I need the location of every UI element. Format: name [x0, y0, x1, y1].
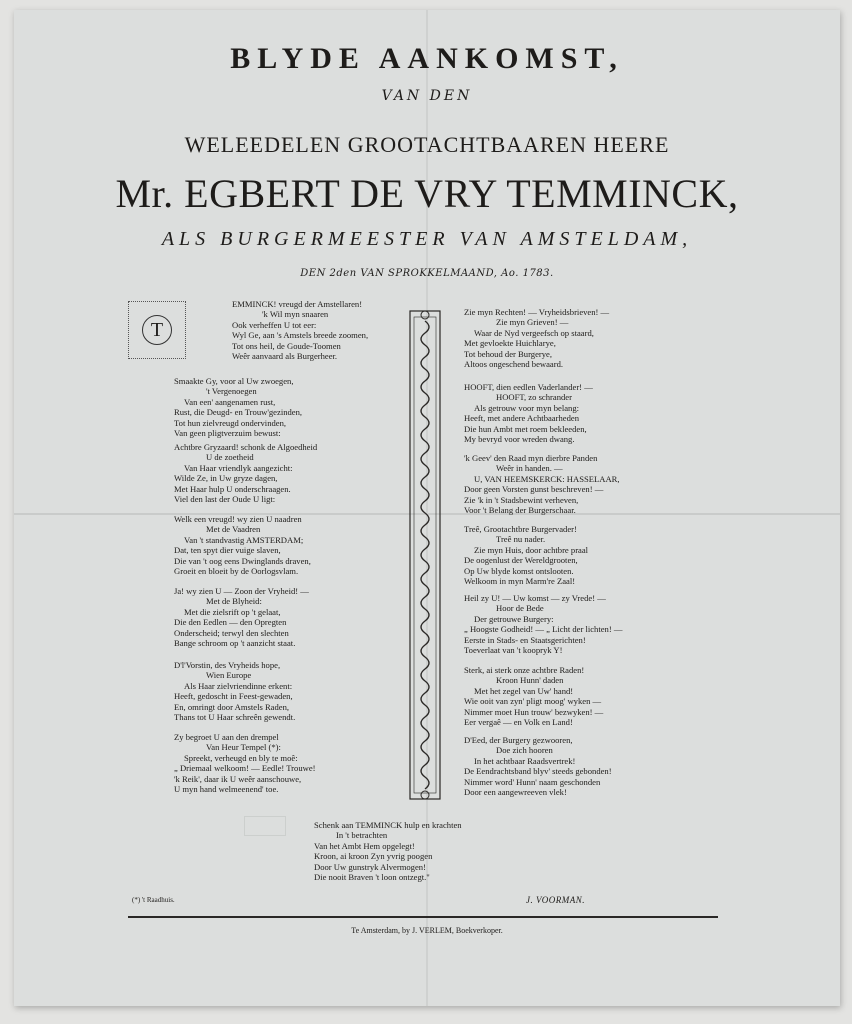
title-line-3: WELEEDELEN GROOTACHTBAAREN HEERE: [184, 132, 670, 157]
stanza: [464, 453, 620, 515]
final-line: Kroon, ai kroon Zyn yvrig poogen: [314, 851, 433, 862]
printer-imprint: Te Amsterdam, by J. VERLEM, Boekverkoper.: [351, 926, 503, 935]
final-line: In 't betrachten: [336, 830, 388, 841]
verse-line: 'k Wil myn snaaren: [262, 309, 329, 320]
divider-rule: [128, 916, 718, 918]
verse-line: Met de Blyheid:: [206, 596, 262, 607]
verse-line: Smaakte Gy, voor al Uw zwoegen,: [174, 376, 294, 386]
verse-line: Ja! wy zien U — Zoon der Vryheid! —: [174, 586, 309, 596]
final-line: Door Uw gunstryk Alvermogen!: [314, 861, 426, 872]
verse-line: Altoos ongeschend bewaard.: [464, 359, 564, 370]
verse-line: U, VAN HEEMSKERCK: HASSELAAR,: [474, 473, 620, 484]
stanza: [464, 524, 588, 586]
author-signature: J. VOORMAN.: [526, 895, 585, 905]
blind-stamp: [244, 816, 286, 836]
final-line: Schenk aan TEMMINCK hulp en krachten: [314, 820, 462, 830]
verse-line: De Eendrachtsband blyv' steeds gebonden!: [464, 766, 612, 777]
verse-line: Heeft, gedoscht in Feest-gewaden,: [174, 691, 293, 702]
verse-line: Weêr in handen. —: [496, 463, 563, 474]
verse-line: Zie 'k in 't Stadsbewint verheven,: [464, 494, 579, 505]
verse-line: Waar de Nyd vergeefsch op staard,: [474, 327, 594, 338]
verse-line: Achtbre Gryzaard! schonk de Algoedheid: [174, 442, 318, 452]
verse-line: Door een aangewreeven vlek!: [464, 787, 567, 798]
verse-line: 't Vergenoegen: [206, 386, 257, 397]
title-line-1: BLYDE AANKOMST,: [230, 42, 624, 75]
verse-line: Wyl Ge, aan 's Amstels breede zoomen,: [232, 330, 369, 341]
stanza: [464, 382, 593, 444]
verse-line: Op Uw blyde komst ontslooten.: [464, 565, 574, 576]
verse-line: HOOFT, dien eedlen Vaderlander! —: [464, 382, 593, 392]
verse-line: Bange schroom op 't aanzicht staat.: [174, 638, 296, 649]
verse-line: Spreekt, verheugd en bly te moê:: [184, 752, 298, 763]
verse-line: Sterk, ai sterk onze achtbre Raden!: [464, 665, 585, 675]
verse-line: Met de Vaadren: [206, 524, 261, 535]
stanza: [174, 660, 295, 722]
verse-line: Wilde Ze, in Uw gryze dagen,: [174, 473, 278, 484]
final-line: Die nooit Braven 't loon ontzegt.": [314, 872, 430, 883]
stanza: [174, 514, 311, 576]
stanza: [464, 735, 612, 797]
verse-line: Tot hun zielvreugd ondervinden,: [174, 417, 287, 428]
verse-line: U myn hand welmeenend' toe.: [174, 784, 279, 795]
verse-line: Hoor de Bede: [496, 603, 544, 614]
verse-line: Heeft, met andere Achtbaarheden: [464, 413, 579, 424]
stanza: [464, 307, 609, 369]
stanza: [464, 665, 603, 727]
verse-line: Tot behoud der Burgerye,: [464, 348, 553, 359]
verse-line: Van Haar vriendlyk aangezicht:: [184, 462, 293, 473]
verse-line: 'k Geev' den Raad myn dierbre Panden: [464, 453, 598, 463]
verse-line: Van een' aangenamen rust,: [184, 396, 276, 407]
verse-line: Eer vergaê — en Volk en Land!: [464, 717, 573, 728]
title-line-5: ALS BURGERMEESTER VAN AMSTELDAM,: [161, 228, 693, 250]
verse-line: „ Hoogste Godheid! — „ Licht der lichten! —: [464, 624, 623, 635]
verse-line: HOOFT, zo schrander: [496, 392, 572, 403]
verse-line: Weêr aanvaard als Burgerheer.: [232, 351, 338, 362]
verse-line: Kroon Hunn' daden: [496, 675, 564, 686]
verse-line: Door geen Vorsten gunst beschreven! —: [464, 484, 604, 495]
verse-line: 'k Reik', daar ik U weêr aanschouwe,: [174, 773, 302, 784]
title-line-4: Mr. EGBERT DE VRY TEMMINCK,: [115, 171, 739, 216]
verse-line: Zie myn Rechten! — Vryheidsbrieven! —: [464, 307, 610, 317]
verse-line: Welk een vreugd! wy zien U naadren: [174, 514, 302, 524]
verse-line: EMMINCK! vreugd der Amstellaren!: [232, 299, 363, 309]
verse-line: En, omringt door Amstels Raden,: [174, 701, 290, 712]
verse-line: My bevryd voor wreden dwang.: [464, 434, 575, 445]
verse-line: Van 't standvastig AMSTERDAM;: [184, 534, 304, 545]
verse-line: Die hun Ambt met roem bekleeden,: [464, 423, 587, 434]
verse-line: Heil zy U! — Uw komst — zy Vrede! —: [464, 593, 606, 603]
stanza: [174, 586, 309, 648]
initial-letter: T: [142, 315, 172, 345]
verse-line: Welkoom in myn Marm're Zaal!: [464, 576, 576, 587]
verse-line: Ook verheffen U tot eer:: [232, 319, 317, 330]
verse-line: Tot ons heil, de Goude-Toomen: [232, 340, 341, 351]
stanza: [464, 593, 622, 655]
stanza: [174, 299, 368, 361]
verse-line: Zy begroet U aan den drempel: [174, 732, 279, 742]
verse-line: Die den Eedlen — den Opregten: [174, 617, 287, 628]
verse-line: Groeit en bloeit by de Oorlogsvlam.: [174, 566, 299, 577]
verse-line: Wien Europe: [206, 670, 252, 681]
stanza: [174, 732, 316, 794]
verse-line: Met die zielsrift op 't gelaat,: [184, 606, 281, 617]
verse-line: Zie myn Grieven! —: [496, 317, 569, 328]
verse-line: Rust, die Deugd- en Trouw'gezinden,: [174, 407, 303, 418]
verse-line: „ Driemaal welkoom! — Eedle! Trouwe!: [174, 763, 316, 774]
verse-line: Van geen pligtverzuim bewust:: [174, 428, 281, 439]
verse-line: Nimmer moet Hun trouw' bezwyken! —: [464, 706, 604, 717]
stanza: [174, 442, 317, 504]
final-stanza: [314, 820, 462, 882]
verse-line: Dat, ten spyt dier vuige slaven,: [174, 545, 281, 556]
verse-line: Viel den last der Oude U ligt:: [174, 494, 276, 505]
verse-line: Met Haar hulp U onderschraagen.: [174, 483, 291, 494]
verse-line: Zie myn Huis, door achtbre praal: [474, 544, 589, 555]
verse-line: D'l'Vorstin, des Vryheids hope,: [174, 660, 281, 670]
verse-line: D'Eed, der Burgery gezwooren,: [464, 735, 573, 745]
verse-line: Eerste in Stads- en Staatsgerichten!: [464, 634, 586, 645]
verse-line: Van Heur Tempel (*):: [206, 742, 281, 753]
footnote: (*) 't Raadhuis.: [132, 896, 175, 904]
title-line-2: VAN DEN: [381, 88, 473, 104]
verse-line: Die van 't oog eens Dwinglands draven,: [174, 555, 311, 566]
stanza: [174, 376, 302, 438]
verse-line: Thans tot U Haar schreên gewendt.: [174, 712, 296, 723]
verse-line: Der getrouwe Burgery:: [474, 613, 554, 624]
broadside-sheet: [14, 10, 840, 1006]
verse-line: U de zoetheid: [206, 452, 254, 463]
verse-line: Wie ooit van zyn' pligt moog' wyken —: [464, 696, 602, 707]
date-line: DEN 2den VAN SPROKKELMAAND, Ao. 1783.: [300, 268, 554, 279]
verse-line: De oogenlust der Wereldgrooten,: [464, 555, 578, 566]
verse-line: In het achtbaar Raadsvertrek!: [474, 755, 576, 766]
verse-line: Treê, Grootachtbre Burgervader!: [464, 524, 577, 534]
verse-line: Nimmer word' Hunn' naam geschonden: [464, 776, 601, 787]
verse-line: Onderscheid; terwyl den slechten: [174, 627, 289, 638]
verse-line: Met het zegel van Uw' hand!: [474, 685, 574, 696]
verse-line: Met gevloekte Huichlarye,: [464, 338, 556, 349]
verse-line: Treê nu nader.: [496, 534, 546, 545]
verse-line: Toeverlaat van 't koopryk Y!: [464, 645, 563, 656]
verse-line: Voor 't Belang der Burgerschaar.: [464, 505, 576, 516]
central-ornament-column: [404, 307, 446, 803]
final-line: Van het Ambt Hem opgelegt!: [314, 840, 415, 851]
verse-line: Als getrouw voor myn belang:: [474, 402, 580, 413]
verse-line: Als Haar zielvriendinne erkent:: [184, 680, 293, 691]
verse-line: Doe zich hooren: [496, 745, 553, 756]
